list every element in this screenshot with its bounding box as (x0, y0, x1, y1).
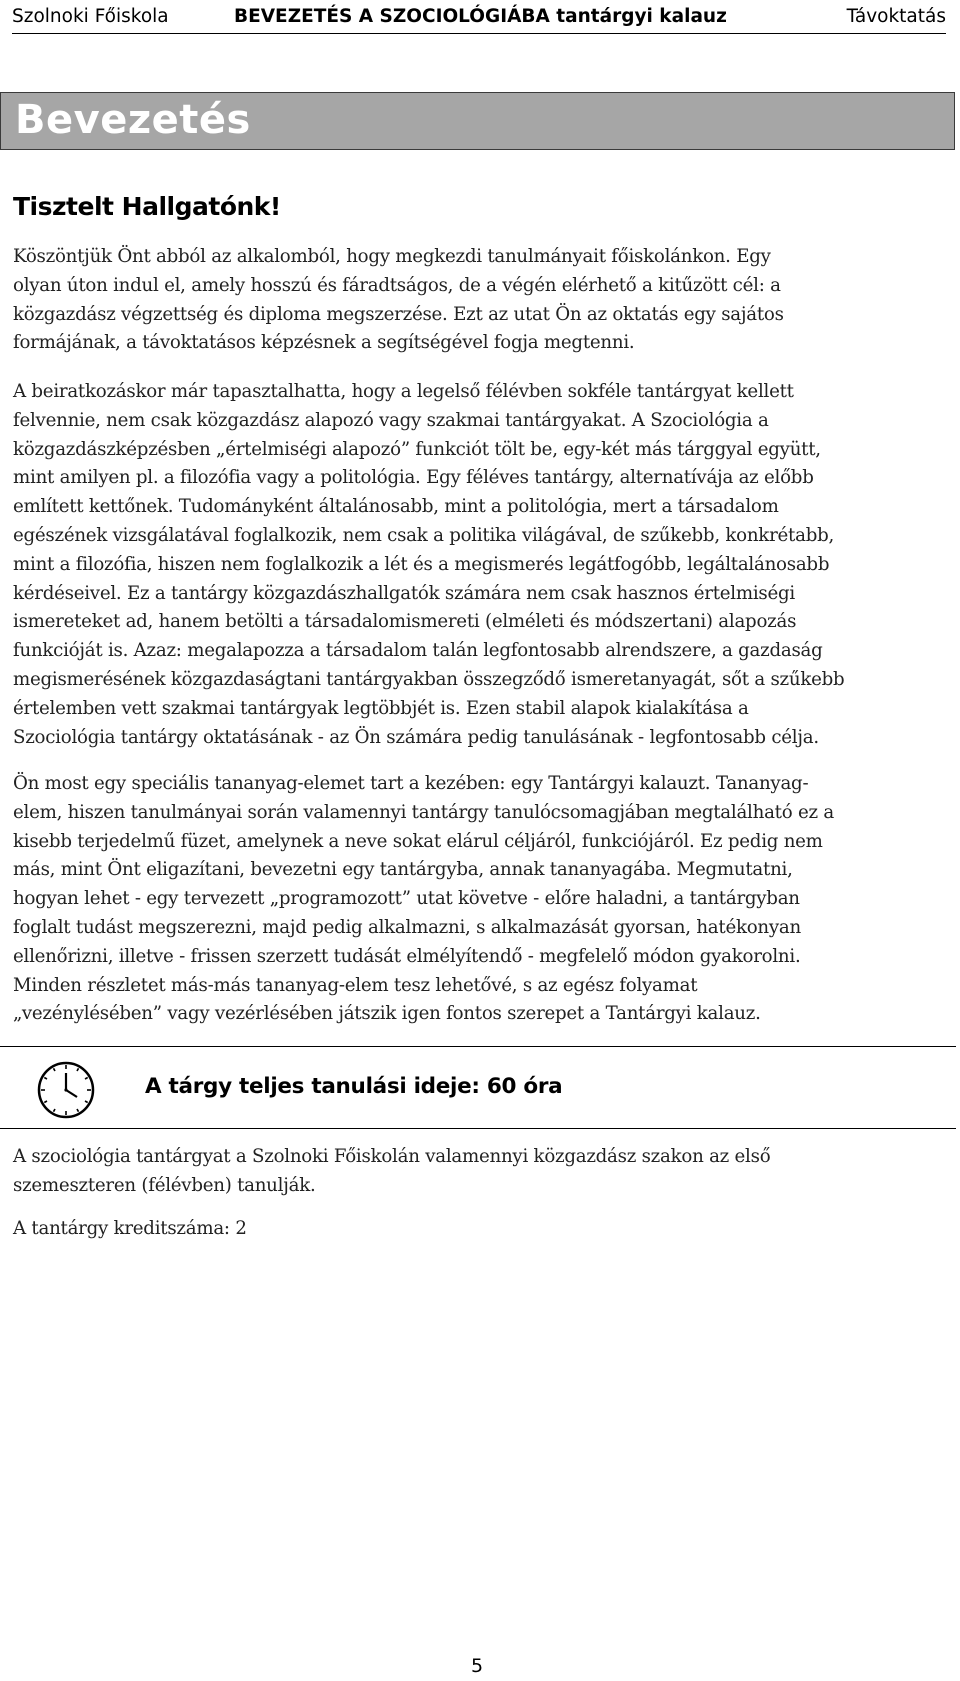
paragraph-line: Minden részletet más-más tananyag-elem tesz lehetővé, s az egész folyamat (13, 974, 698, 996)
chapter-title: Bevezetés (15, 97, 251, 143)
paragraph-line: A tantárgy kreditszáma: 2 (13, 1218, 247, 1239)
paragraph-line: olyan úton indul el, amely hosszú és fáradtságos, de a végén elérhető a kitűzött cél: a (13, 274, 781, 296)
header-institution: Szolnoki Főiskola (12, 6, 169, 27)
paragraph-line: ellenőrizni, illetve - frissen szerzett tudását elmélyítendő - megfelelő módon gyakorolni. (13, 945, 801, 967)
paragraph-line: más, mint Önt eligazítani, bevezetni egy tantárgyba, annak tananyagába. Megmutatni, (13, 859, 793, 881)
header-mode: Távoktatás (846, 6, 946, 27)
page-number: 5 (471, 1655, 484, 1677)
paragraph-line: formájának, a távoktatásos képzésnek a segítségével fogja megtenni. (13, 332, 635, 354)
paragraph-line: értelemben vett szakmai tantárgyak legtöbbjét is. Ezen stabil alapok kialakítása a (13, 697, 749, 719)
page-header (12, 0, 946, 34)
paragraph-line: megismerésének közgazdaságtani tantárgyakban összegződő ismeretanyagát, sőt a szűkebb (13, 668, 845, 690)
paragraph-line: hogyan lehet - egy tervezett „programozott” utat követve - előre haladni, a tantárgyban (13, 888, 800, 910)
paragraph-line: foglalt tudást megszerezni, majd pedig alkalmazni, s alkalmazását gyorsan, hatékonyan (13, 916, 801, 938)
paragraph-line: közgazdász végzettség és diploma megszerzése. Ezt az utat Ön az oktatás egy sajátos (13, 303, 784, 325)
paragraph-line: mint amilyen pl. a filozófia vagy a politológia. Egy féléves tantárgy, alternatívája az előbb (13, 467, 814, 489)
paragraph-line: „vezénylésében” vagy vezérlésében játszik igen fontos szerepet a Tantárgyi kalauz. (13, 1003, 761, 1025)
paragraph-line: A szociológia tantárgyat a Szolnoki Főiskolán valamennyi közgazdász szakon az első (13, 1146, 771, 1167)
study-time-label: A tárgy teljes tanulási ideje: 60 óra (145, 1074, 563, 1099)
paragraph-semester (13, 1143, 945, 1201)
paragraph-welcome (13, 243, 945, 358)
paragraph-line: funkcióját is. Azaz: megalapozza a társadalom talán legfontosabb alrendszere, a gazdaság (13, 640, 823, 662)
paragraph-line: szemeszteren (félévben) tanulják. (13, 1174, 316, 1196)
paragraph-sociology-role (13, 378, 945, 752)
paragraph-line: Ön most egy speciális tananyag-elemet tart a kezében: egy Tantárgyi kalauzt. Tananyag- (13, 773, 809, 794)
paragraph-line: elem, hiszen tanulmányai során valamennyi tantárgy tanulócsomagjában megtalálható ez a (13, 801, 834, 823)
paragraph-line: említett kettőnek. Tudományként általánosabb, mint a politológia, mert a társadalom (13, 496, 779, 518)
paragraph-line: kisebb terjedelmű füzet, amelynek a neve sokat elárul céljáról, funkciójáról. Ez pedig nem (13, 830, 823, 852)
greeting-heading: Tisztelt Hallgatónk! (13, 192, 281, 221)
paragraph-line: kérdéseivel. Ez a tantárgy közgazdászhallgatók számára nem csak hasznos értelmiségi (13, 582, 795, 604)
paragraph-course-guide (13, 770, 945, 1029)
divider-top (0, 1046, 956, 1047)
paragraph-line: Szociológia tantárgy oktatásának - az Ön számára pedig tanulásának - legfontosabb célja. (13, 726, 819, 748)
paragraph-line: Köszöntjük Önt abból az alkalomból, hogy megkezdi tanulmányait főiskolánkon. Egy (13, 246, 771, 267)
header-course-title: BEVEZETÉS A SZOCIOLÓGIÁBA tantárgyi kalauz (234, 6, 727, 27)
paragraph-credits (13, 1215, 945, 1244)
paragraph-line: ismereteket ad, hanem betölti a társadalomismereti (elméleti és módszertani) alapozás (13, 611, 797, 633)
divider-bottom (0, 1128, 956, 1129)
chapter-title-box (0, 92, 955, 150)
paragraph-line: egészének vizsgálatával foglalkozik, nem csak a politika világával, de szűkebb, konkrétabb, (13, 524, 835, 546)
paragraph-line: mint a filozófia, hiszen nem foglalkozik a lét és a megismerés legátfogóbb, legáltalánosabb (13, 553, 830, 575)
clock-icon (36, 1060, 96, 1120)
paragraph-line: felvennie, nem csak közgazdász alapozó vagy szakmai tantárgyakat. A Szociológia a (13, 409, 769, 431)
paragraph-line: A beiratkozáskor már tapasztalhatta, hogy a legelső félévben sokféle tantárgyat kellett (13, 381, 794, 402)
paragraph-line: közgazdászképzésben „értelmiségi alapozó” funkciót tölt be, egy-két más tárggyal együtt, (13, 438, 821, 460)
